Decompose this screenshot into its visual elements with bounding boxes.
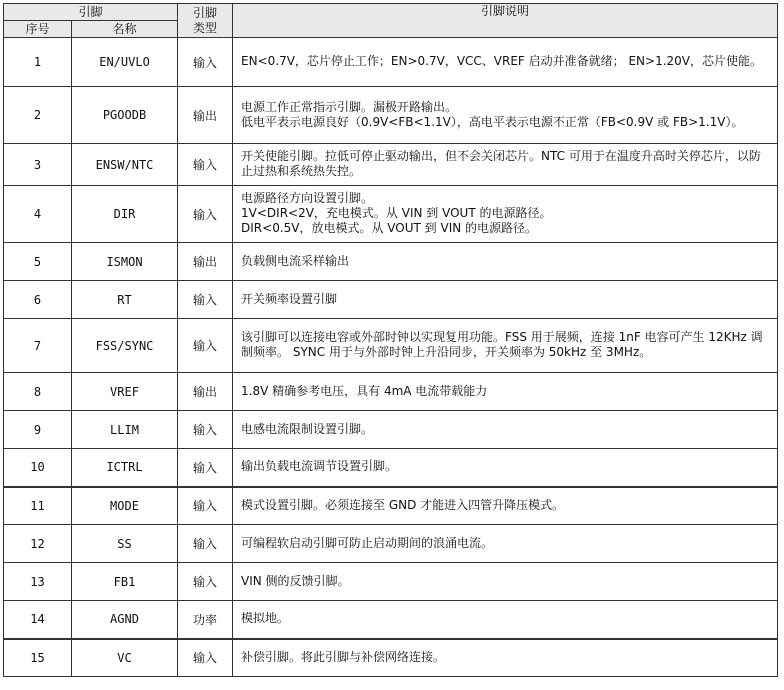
pin-name: AGND <box>72 601 178 639</box>
pin-type: 输入 <box>178 411 233 449</box>
pin-name: RT <box>72 281 178 319</box>
pin-description <box>233 449 778 487</box>
pin-type: 功率 <box>178 601 233 639</box>
header-type-line1: 引脚 <box>193 5 218 20</box>
pin-name: EN/UVLO <box>72 38 178 87</box>
description-line: DIR<0.5V，放电模式。从 VOUT 到 VIN 的电源路径。 <box>241 221 538 235</box>
header-pin-group: 引脚 <box>4 4 178 21</box>
pin-number: 1 <box>4 38 72 87</box>
table-row <box>4 449 778 487</box>
description-line: 该引脚可以连接电容或外部时钟以实现复用功能。FSS 用于展频，连接 1nF 电容可产生 12KHz 调制频率。 SYNC 用于与外部时钟上升沿同步，开关频率为 50kHz 至 3MHz。 <box>241 330 763 359</box>
pin-type: 输入 <box>178 38 233 87</box>
description-line: 可编程软启动引脚可防止启动期间的浪涌电流。 <box>241 535 494 550</box>
table-row <box>4 525 778 563</box>
description-line: VIN 侧的反馈引脚。 <box>241 573 350 588</box>
pin-number: 15 <box>4 639 72 677</box>
header-description: 引脚说明 <box>233 4 778 38</box>
pin-type: 输出 <box>178 373 233 411</box>
pin-description <box>233 487 778 525</box>
pin-number: 11 <box>4 487 72 525</box>
pin-type: 输出 <box>178 243 233 281</box>
table-row <box>4 411 778 449</box>
pin-description <box>233 373 778 411</box>
table-row <box>4 601 778 639</box>
pin-description <box>233 144 778 186</box>
pin-name: DIR <box>72 186 178 243</box>
description-line: 1.8V 精确参考电压，具有 4mA 电流带载能力 <box>241 383 488 398</box>
pin-number: 5 <box>4 243 72 281</box>
table-row <box>4 639 778 677</box>
pin-description <box>233 411 778 449</box>
pin-type: 输入 <box>178 487 233 525</box>
table-row <box>4 87 778 144</box>
pin-type: 输入 <box>178 144 233 186</box>
pin-description <box>233 87 778 144</box>
table-row <box>4 373 778 411</box>
pin-type: 输入 <box>178 186 233 243</box>
pin-description <box>233 601 778 639</box>
description-line: 电感电流限制设置引脚。 <box>241 421 374 436</box>
description-line: EN<0.7V，芯片停止工作；EN>0.7V，VCC、VREF 启动并准备就绪； EN>1.20V，芯片使能。 <box>241 54 762 68</box>
pin-number: 10 <box>4 449 72 487</box>
pin-description <box>233 563 778 601</box>
description-line: 负载侧电流采样输出 <box>241 253 350 268</box>
header-type-line2: 类型 <box>193 20 218 35</box>
description-line: 开关频率设置引脚 <box>241 291 338 306</box>
pin-description <box>233 243 778 281</box>
pin-name: FB1 <box>72 563 178 601</box>
pin-number: 7 <box>4 319 72 373</box>
pin-name: ISMON <box>72 243 178 281</box>
pin-name: ENSW/NTC <box>72 144 178 186</box>
pin-number: 8 <box>4 373 72 411</box>
pin-type: 输出 <box>178 87 233 144</box>
pin-description <box>233 281 778 319</box>
pin-type: 输入 <box>178 319 233 373</box>
pin-description <box>233 186 778 243</box>
description-line: 输出负载电流调节设置引脚。 <box>241 459 398 474</box>
description-line: 补偿引脚。将此引脚与补偿网络连接。 <box>241 649 446 664</box>
table-row <box>4 186 778 243</box>
pin-name: PGOODB <box>72 87 178 144</box>
description-line: 模式设置引脚。必须连接至 GND 才能进入四管升降压模式。 <box>241 497 565 512</box>
pin-description-table <box>3 3 778 677</box>
pin-type: 输入 <box>178 449 233 487</box>
header-name: 名称 <box>72 21 178 38</box>
header-number: 序号 <box>4 21 72 38</box>
table-row <box>4 38 778 87</box>
pin-name: MODE <box>72 487 178 525</box>
pin-name: FSS/SYNC <box>72 319 178 373</box>
pin-number: 13 <box>4 563 72 601</box>
description-line: 电源路径方向设置引脚。 <box>241 191 374 205</box>
pin-description <box>233 525 778 563</box>
table-row <box>4 319 778 373</box>
pin-number: 6 <box>4 281 72 319</box>
pin-name: SS <box>72 525 178 563</box>
pin-number: 2 <box>4 87 72 144</box>
pin-number: 3 <box>4 144 72 186</box>
pin-name: VREF <box>72 373 178 411</box>
pin-type: 输入 <box>178 563 233 601</box>
table-row <box>4 563 778 601</box>
pin-name: VC <box>72 639 178 677</box>
pin-type: 输入 <box>178 639 233 677</box>
table-row <box>4 243 778 281</box>
pin-number: 9 <box>4 411 72 449</box>
pin-number: 12 <box>4 525 72 563</box>
header-pin-type <box>178 4 233 38</box>
pin-name: LLIM <box>72 411 178 449</box>
table-body <box>4 38 778 677</box>
table-row <box>4 281 778 319</box>
pin-number: 4 <box>4 186 72 243</box>
pin-description <box>233 319 778 373</box>
description-line: 模拟地。 <box>241 611 290 626</box>
description-line: 开关使能引脚。拉低可停止驱动输出，但不会关闭芯片。NTC 可用于在温度升高时关停芯片，以防止过热和系统热失控。 <box>241 149 761 178</box>
table-row <box>4 144 778 186</box>
pin-type: 输入 <box>178 525 233 563</box>
pin-type: 输入 <box>178 281 233 319</box>
pin-description <box>233 639 778 677</box>
description-line: 低电平表示电源良好（0.9V<FB<1.1V），高电平表示电源不正常（FB<0.9V 或 FB>1.1V）。 <box>241 114 744 129</box>
description-line: 电源工作正常指示引脚。漏极开路输出。 <box>241 99 458 114</box>
pin-number: 14 <box>4 601 72 639</box>
table-row <box>4 487 778 525</box>
description-line: 1V<DIR<2V，充电模式。从 VIN 到 VOUT 的电源路径。 <box>241 206 552 220</box>
pin-name: ICTRL <box>72 449 178 487</box>
pin-description <box>233 38 778 87</box>
